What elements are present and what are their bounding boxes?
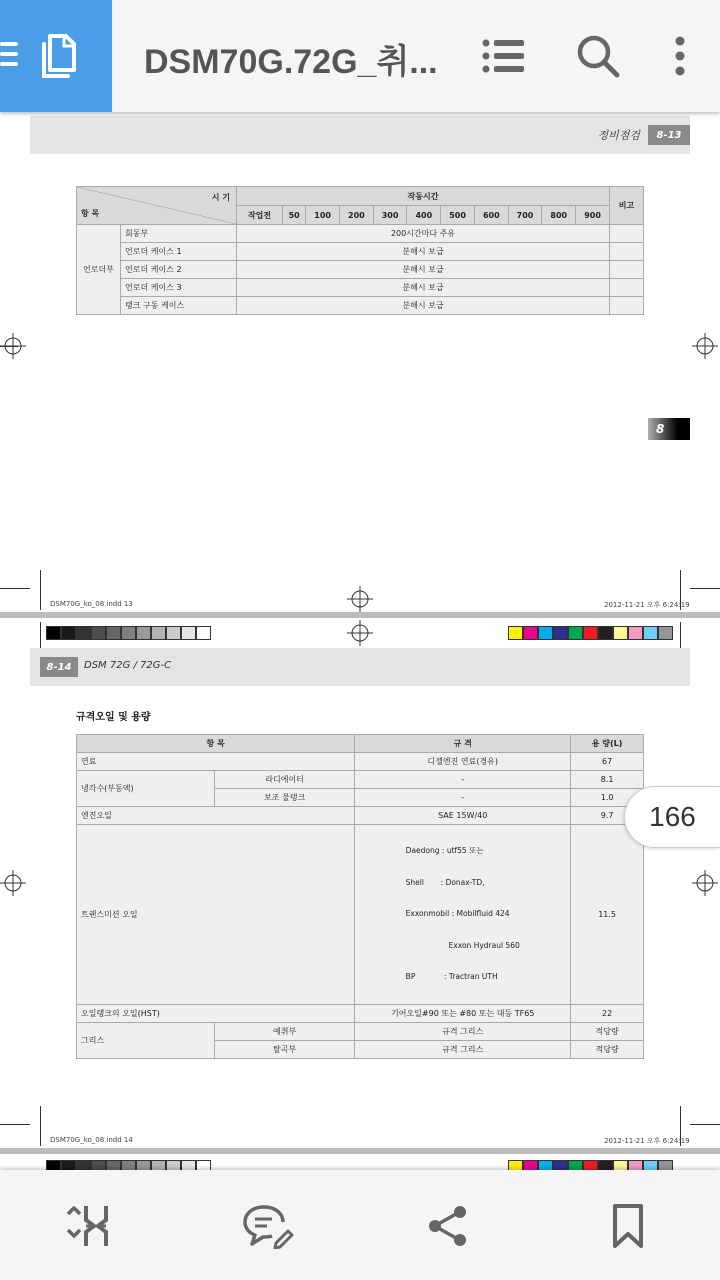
page14-footer-date: 2012-11-21 오후 6:24:19	[604, 1137, 690, 1145]
document-title: DSM70G.72G_취...	[144, 43, 438, 81]
group-cell: 언로더부	[77, 225, 121, 315]
corner-top-label: 시 기	[211, 193, 230, 202]
top-app-bar	[0, 0, 720, 112]
remark-cell	[610, 261, 644, 279]
spec-cell: 기어오일#90 또는 #80 또는 대등 TF65	[355, 1004, 571, 1022]
table-row	[77, 261, 644, 279]
table-row	[77, 807, 644, 825]
item-cell: 언로더 케이스 3	[121, 279, 237, 297]
maintenance-table	[76, 186, 644, 315]
oil-spec-table	[76, 734, 644, 1059]
sub-item-cell: 탈곡부	[215, 1040, 355, 1058]
comment-edit-icon[interactable]	[240, 1198, 296, 1254]
document-button[interactable]	[0, 0, 112, 112]
time-col: 200	[339, 206, 373, 225]
page13-chip: 8-13	[648, 125, 690, 145]
bottom-toolbar	[0, 1170, 720, 1280]
more-vert-icon[interactable]	[654, 30, 706, 82]
capacity-cell: 적당량	[571, 1022, 644, 1040]
crop-mark	[0, 1124, 30, 1125]
spec-cell: 규격 그리스	[355, 1040, 571, 1058]
document-copy-icon	[36, 32, 78, 78]
time-col: 50	[283, 206, 306, 225]
spec-cell: 규격 그리스	[355, 1022, 571, 1040]
time-col: 400	[407, 206, 441, 225]
spec-cell	[355, 825, 571, 1005]
gray-swatches	[46, 1160, 211, 1170]
time-col: 900	[576, 206, 610, 225]
capacity-cell: 22	[571, 1004, 644, 1022]
page14-chip: 8-14	[40, 657, 78, 677]
spec-cell: 분해시 보급	[237, 243, 610, 261]
table-row	[77, 297, 644, 315]
time-col: 작업전	[237, 206, 283, 225]
item-cell: 언로더 케이스 2	[121, 261, 237, 279]
page13-footer-file: DSM70G_ko_08.indd 13	[50, 600, 133, 608]
registration-mark	[0, 333, 26, 359]
time-col: 500	[441, 206, 475, 225]
gray-swatches	[46, 626, 211, 640]
search-icon[interactable]	[572, 30, 624, 82]
capacity-cell: 9.7	[571, 807, 644, 825]
sub-item-cell: 보조 물탱크	[215, 789, 355, 807]
spec-line: Daedong : utf55 또는	[405, 846, 484, 855]
item-cell: 탱크 구동 케이스	[121, 297, 237, 315]
time-col: 800	[542, 206, 576, 225]
registration-mark	[692, 870, 718, 896]
page-separator	[0, 1148, 720, 1154]
share-icon[interactable]	[420, 1198, 476, 1254]
capacity-cell: 1.0	[571, 789, 644, 807]
registration-mark	[692, 333, 718, 359]
item-cell: 트랜스미션 오일	[77, 825, 355, 1005]
capacity-cell: 11.5	[571, 825, 644, 1005]
table-corner-cell	[77, 187, 237, 225]
document-viewer[interactable]	[0, 112, 720, 1170]
remark-cell	[610, 279, 644, 297]
spec-cell: -	[355, 771, 571, 789]
crop-mark	[40, 570, 41, 610]
time-col: 300	[373, 206, 407, 225]
remark-header: 비고	[610, 187, 644, 225]
item-cell: 언로더 케이스 1	[121, 243, 237, 261]
spec-line: Exxon Hydraul 560	[405, 940, 520, 950]
table-row	[77, 225, 644, 243]
operating-time-header: 작동시간	[237, 187, 610, 206]
item-cell: 오일탱크의 오일(HST)	[77, 1004, 355, 1022]
spec-line: Shell : Donax-TD,	[405, 877, 485, 887]
color-swatches	[508, 626, 673, 640]
table-row	[77, 825, 644, 1005]
section-tab: 8	[648, 418, 690, 440]
time-col: 100	[306, 206, 340, 225]
table-row	[77, 279, 644, 297]
compare-icon[interactable]	[60, 1198, 116, 1254]
sub-item-cell: 예취부	[215, 1022, 355, 1040]
spec-line: Exxonmobil : Mobilfluid 424	[405, 909, 510, 918]
page14-header	[30, 648, 690, 686]
capacity-cell: 8.1	[571, 771, 644, 789]
spec-cell: 200시간마다 주유	[237, 225, 610, 243]
crop-mark	[40, 1106, 41, 1146]
page13-footer-date: 2012-11-21 오후 6:24:19	[604, 601, 690, 609]
sub-item-cell: 라디에이터	[215, 771, 355, 789]
remark-cell	[610, 243, 644, 261]
crop-mark	[0, 588, 30, 589]
menu-icon[interactable]	[0, 42, 18, 68]
time-col: 700	[508, 206, 542, 225]
item-cell: 엔진오일	[77, 807, 355, 825]
spec-cell: 디젤엔진 연료(경유)	[355, 753, 571, 771]
item-cell: 냉각수(부동액)	[77, 771, 215, 807]
page13-header	[30, 116, 690, 154]
item-cell: 연료	[77, 753, 355, 771]
table-row	[77, 1022, 644, 1040]
spec-cell: 분해시 보급	[237, 261, 610, 279]
capacity-cell: 67	[571, 753, 644, 771]
crop-mark	[690, 588, 720, 589]
registration-mark	[0, 870, 26, 896]
spec-cell: 분해시 보급	[237, 279, 610, 297]
spec-cell: -	[355, 789, 571, 807]
spec-cell: 분해시 보급	[237, 297, 610, 315]
remark-cell	[610, 225, 644, 243]
spec-cell: SAE 15W/40	[355, 807, 571, 825]
page-separator	[0, 612, 720, 618]
table-row	[77, 1004, 644, 1022]
spec-line: BP : Tractran UTH	[405, 972, 498, 981]
corner-bottom-label: 항 목	[81, 209, 100, 218]
bookmark-icon[interactable]	[600, 1198, 656, 1254]
list-icon[interactable]	[478, 30, 530, 82]
section-title: 규격오일 및 용량	[76, 712, 151, 723]
col-header-item: 항 목	[77, 735, 355, 753]
table-row	[77, 771, 644, 789]
time-col: 600	[474, 206, 508, 225]
crop-mark	[690, 1124, 720, 1125]
page14-header-title: DSM 72G / 72G-C	[84, 660, 172, 671]
color-swatches	[508, 1160, 673, 1170]
page13-header-title: 정비점검	[597, 129, 640, 142]
col-header-spec: 규 격	[355, 735, 571, 753]
item-cell: 그리스	[77, 1022, 215, 1058]
table-row	[77, 243, 644, 261]
item-cell: 회동부	[121, 225, 237, 243]
page-number-indicator[interactable]: 166	[624, 786, 720, 848]
page14-footer-file: DSM70G_ko_08.indd 14	[50, 1136, 133, 1144]
remark-cell	[610, 297, 644, 315]
capacity-cell: 적당량	[571, 1040, 644, 1058]
col-header-capacity: 용 량(L)	[571, 735, 644, 753]
registration-mark	[347, 620, 373, 646]
table-row	[77, 753, 644, 771]
registration-mark	[347, 586, 373, 612]
